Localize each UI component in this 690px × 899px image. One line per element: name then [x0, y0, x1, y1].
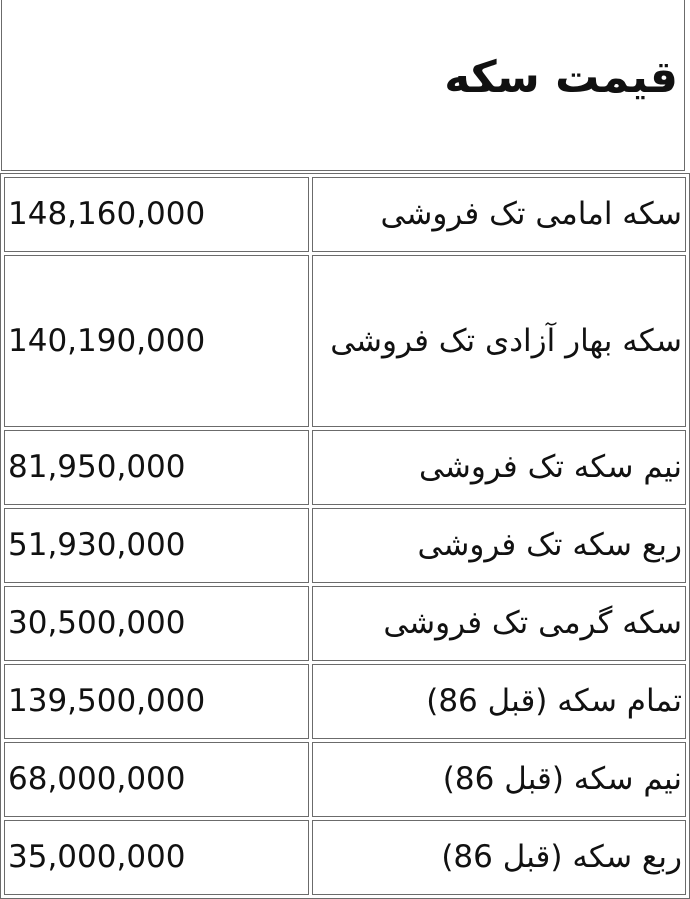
table-row	[4, 177, 686, 252]
table-row	[4, 742, 686, 817]
coin-name-cell: تمام سکه (قبل 86)	[312, 664, 686, 739]
table-row	[4, 664, 686, 739]
coin-price-cell: 51,930,000	[4, 508, 309, 583]
coin-price-cell: 68,000,000	[4, 742, 309, 817]
coin-name-cell: سکه امامی تک فروشی	[312, 177, 686, 252]
coin-name-cell: نیم سکه تک فروشی	[312, 430, 686, 505]
table-row	[4, 586, 686, 661]
table-row	[4, 430, 686, 505]
coin-price-cell: 148,160,000	[4, 177, 309, 252]
coin-price-cell: 81,950,000	[4, 430, 309, 505]
coin-name-cell: سکه گرمی تک فروشی	[312, 586, 686, 661]
coin-name-cell: ربع سکه تک فروشی	[312, 508, 686, 583]
coin-price-cell: 140,190,000	[4, 255, 309, 427]
coin-price-table	[0, 173, 690, 899]
table-row	[4, 255, 686, 427]
coin-price-cell: 30,500,000	[4, 586, 309, 661]
page-title: قیمت سکه	[444, 52, 678, 103]
coin-price-cell: 139,500,000	[4, 664, 309, 739]
coin-name-cell: ربع سکه (قبل 86)	[312, 820, 686, 895]
coin-name-cell: نیم سکه (قبل 86)	[312, 742, 686, 817]
table-row	[4, 820, 686, 895]
coin-price-cell: 35,000,000	[4, 820, 309, 895]
table-row	[4, 508, 686, 583]
coin-name-cell: سکه بهار آزادی تک فروشی	[312, 255, 686, 427]
title-box	[1, 0, 685, 171]
